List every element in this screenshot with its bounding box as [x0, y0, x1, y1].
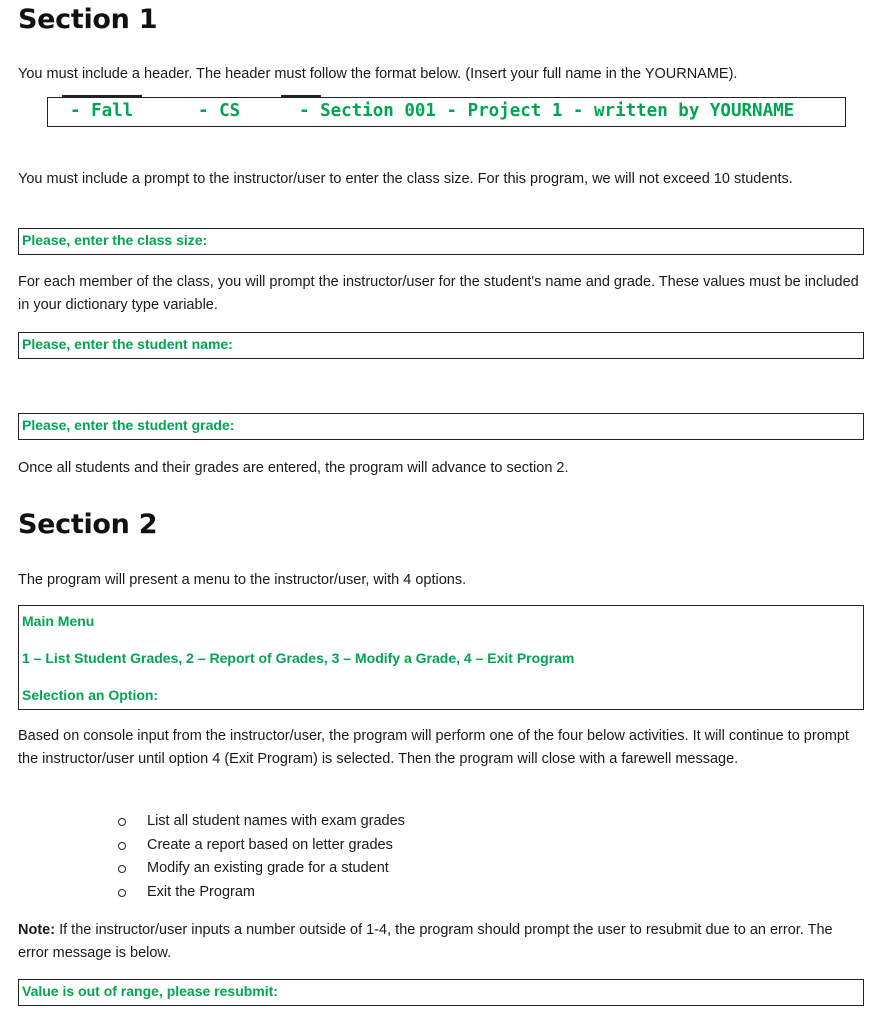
header-seg-rest: - Section 001 - Project 1 - written by YOURNAME [299, 101, 795, 121]
note-paragraph [18, 919, 864, 965]
student-grade-prompt: Please, enter the student grade: [22, 417, 235, 433]
error-message: Value is out of range, please resubmit: [22, 983, 278, 999]
student-grade-prompt-box [18, 413, 864, 440]
list-item: Modify an existing grade for a student [18, 857, 864, 881]
main-menu-box [18, 605, 864, 710]
class-size-prompt-box [18, 228, 864, 255]
circle-bullet-icon [118, 842, 126, 850]
list-item: Exit the Program [18, 881, 864, 905]
advance-text: Once all students and their grades are entered, the program will advance to section 2. [18, 460, 569, 476]
student-name-prompt-box [18, 332, 864, 359]
menu-intro: The program will present a menu to the instructor/user, with 4 options. [18, 572, 467, 588]
section-2-heading: Section 2 [18, 509, 158, 540]
behavior-text: Based on console input from the instructor/user, the program will perform one of the four below activities. It will continue to prompt the instructor/user until option 4 (Exit Program) is selected. Then the program will close with a farewell message. [18, 728, 849, 767]
circle-bullet-icon [118, 889, 126, 897]
main-menu-selection-prompt: Selection an Option: [22, 687, 159, 703]
header-instruction: You must include a header. The header must follow the format below. (Insert your full name in the YOURNAME). [18, 66, 738, 82]
main-menu-title: Main Menu [22, 613, 95, 629]
circle-bullet-icon [118, 865, 126, 873]
note-label: Note: [18, 922, 56, 938]
header-example-box [47, 97, 846, 127]
student-name-prompt: Please, enter the student name: [22, 336, 233, 352]
note-text: If the instructor/user inputs a number outside of 1-4, the program should prompt the user to resubmit due to an error. The error message is below. [18, 922, 833, 961]
activity-list [18, 810, 864, 904]
list-item: Create a report based on letter grades [18, 834, 864, 858]
section-1-heading: Section 1 [18, 4, 158, 35]
class-size-instruction: You must include a prompt to the instructor/user to enter the class size. For this program, we will not exceed 10 students. [18, 171, 793, 187]
top-rule [281, 95, 321, 97]
class-size-prompt: Please, enter the class size: [22, 232, 208, 248]
list-item: List all student names with exam grades [18, 810, 864, 834]
top-rule [62, 95, 142, 97]
member-instruction: For each member of the class, you will prompt the instructor/user for the student's name and grade. These values must be included in your dictionary type variable. [18, 274, 859, 313]
circle-bullet-icon [118, 818, 126, 826]
main-menu-options: 1 – List Student Grades, 2 – Report of Grades, 3 – Modify a Grade, 4 – Exit Program [22, 650, 575, 666]
header-seg-fall: - Fall [70, 101, 134, 121]
header-seg-cs: - CS [198, 101, 241, 121]
error-message-box [18, 979, 864, 1006]
